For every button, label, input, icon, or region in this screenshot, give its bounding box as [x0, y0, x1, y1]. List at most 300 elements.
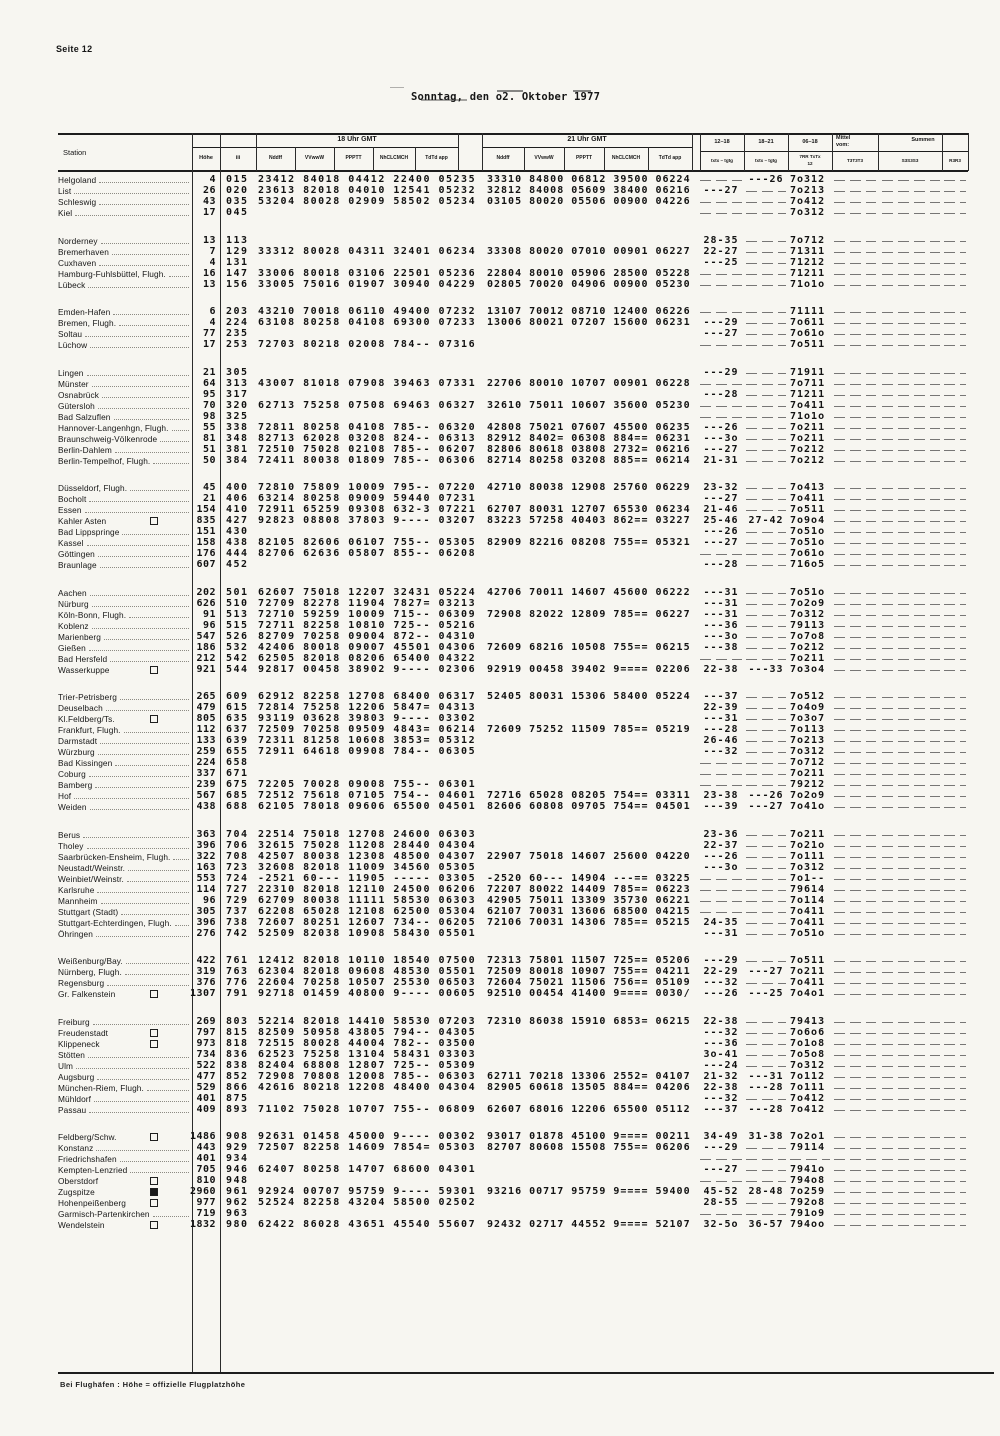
empty-summen-r-dash	[944, 1044, 966, 1045]
station-number-cell: 235	[226, 328, 249, 339]
station-name-cell	[58, 801, 192, 812]
station-number-cell: 501	[226, 586, 249, 598]
precip-06-18-cell: 7o212	[790, 454, 826, 466]
station-row	[0, 1197, 1000, 1208]
obs-18gmt-cell: 82509 50958 43805 794-- 04305	[258, 1026, 477, 1038]
dotted-leader	[172, 430, 189, 431]
station-name: Lingen	[58, 367, 84, 378]
station-row	[0, 257, 1000, 268]
temp-12-18-cell: ---37	[703, 1103, 739, 1115]
temp-12-18-cell: 21-31	[703, 454, 739, 466]
obs-18gmt-cell: 72411 80038 01809 785-- 06306	[258, 454, 477, 466]
empty-mittel-dash	[834, 1148, 876, 1149]
hoehe-cell: 973	[196, 1037, 216, 1049]
hoehe-cell: 21	[202, 493, 216, 504]
precip-06-18-cell: 7o41o	[790, 801, 826, 812]
subheader-txtx-tgtg-1: txtx – tgtg	[711, 158, 733, 163]
empty-summen-s-dash	[882, 785, 940, 786]
precip-06-18-cell: 71211	[790, 267, 826, 279]
temp-12-18-cell: ---29	[703, 366, 739, 378]
dotted-leader	[88, 287, 189, 288]
station-name: Deuselbach	[58, 703, 103, 713]
station-row	[0, 966, 1000, 977]
empty-mittel-dash	[834, 901, 876, 902]
empty-mittel-dash	[834, 730, 876, 731]
empty-18-21-dash	[746, 901, 786, 902]
station-name-cell	[58, 455, 192, 466]
station-number-cell: 729	[226, 894, 249, 906]
temp-18-21-cell: ---31	[748, 1070, 784, 1082]
dotted-leader	[130, 1172, 189, 1173]
station-name: Tholey	[58, 840, 84, 851]
dotted-leader	[129, 617, 189, 618]
station-number-cell: 045	[226, 207, 249, 218]
dotted-leader	[90, 809, 189, 810]
empty-mittel-dash	[834, 213, 876, 214]
station-number-cell: 738	[226, 916, 249, 928]
station-number-cell: 908	[226, 1131, 249, 1142]
filled-square-symbol	[150, 1188, 158, 1196]
empty-summen-r-dash	[944, 846, 966, 847]
hoehe-cell: 21	[202, 366, 216, 378]
hoehe-cell: 7	[209, 245, 216, 257]
obs-21gmt-cell: 22804 80010 05906 28500 05228	[487, 267, 691, 279]
dotted-leader	[98, 556, 189, 557]
empty-summen-s-dash	[882, 890, 940, 891]
station-name-cell	[58, 196, 192, 207]
precip-06-18-cell: 7o511	[790, 504, 826, 515]
empty-summen-s-dash	[882, 994, 940, 995]
hoehe-cell: 98	[202, 410, 216, 422]
scan-artifact	[421, 99, 467, 101]
empty-18-21-dash	[746, 626, 786, 627]
hoehe-cell: 401	[196, 1092, 216, 1104]
empty-summen-r-dash	[944, 763, 966, 764]
obs-18gmt-cell: 62713 75258 07508 69463 06327	[258, 399, 477, 411]
temp-12-18-cell: ---31	[703, 927, 739, 939]
hoehe-cell: 259	[196, 746, 216, 757]
station-name-cell	[58, 653, 192, 664]
empty-summen-r-dash	[944, 708, 966, 709]
station-name: Hohenpeißenberg	[58, 1198, 126, 1208]
station-number-cell: 020	[226, 185, 249, 196]
temp-12-18-cell: ---28	[703, 388, 739, 400]
empty-18-21-dash	[746, 752, 786, 753]
column-header-ppptt-21: PPPTT	[575, 155, 593, 161]
obs-18gmt-cell: 82105 82606 06107 755-- 05305	[258, 537, 477, 548]
station-name-cell	[58, 840, 192, 851]
empty-12-18-dash	[700, 890, 742, 891]
station-number-cell: 515	[226, 619, 249, 631]
empty-mittel-dash	[834, 785, 876, 786]
station-number-cell: 893	[226, 1103, 249, 1115]
obs-18gmt-cell: 52214 82018 14410 58530 07203	[258, 1015, 477, 1027]
precip-06-18-cell: 7o712	[790, 757, 826, 768]
empty-mittel-dash	[834, 670, 876, 671]
hoehe-cell: 4	[209, 256, 216, 268]
temp-18-21-cell: ---26	[748, 790, 784, 801]
dotted-leader	[95, 787, 189, 788]
empty-mittel-dash	[834, 615, 876, 616]
empty-06-18-dash	[790, 1159, 830, 1160]
station-name-cell	[58, 702, 192, 713]
empty-12-18-dash	[700, 554, 742, 555]
station-number-cell: 015	[226, 174, 249, 185]
hoehe-cell: 337	[196, 768, 216, 779]
empty-18-21-dash	[746, 835, 786, 836]
empty-12-18-dash	[700, 785, 742, 786]
empty-summen-s-dash	[882, 934, 940, 935]
temp-12-18-cell: 22-29	[703, 966, 739, 977]
station-name-cell	[58, 1027, 192, 1038]
empty-mittel-dash	[834, 323, 876, 324]
hoehe-cell: 265	[196, 691, 216, 702]
station-number-cell: 761	[226, 955, 249, 966]
station-number-cell: 147	[226, 267, 249, 279]
empty-summen-s-dash	[882, 202, 940, 203]
station-number-cell: 704	[226, 828, 249, 840]
empty-summen-r-dash	[944, 1148, 966, 1149]
empty-mittel-dash	[834, 1055, 876, 1056]
station-name: Kassel	[58, 538, 84, 548]
obs-21gmt-cell: 72908 82022 12809 785== 06227	[487, 608, 691, 620]
station-number-cell: 688	[226, 801, 249, 812]
station-row	[0, 620, 1000, 631]
station-row	[0, 1186, 1000, 1197]
precip-06-18-cell: 7o4o1	[790, 988, 826, 999]
precip-06-18-cell: 7o111	[790, 850, 826, 862]
temp-12-18-cell: ---28	[703, 724, 739, 735]
empty-18-21-dash	[746, 1148, 786, 1149]
subheader-r3r3: R3R3	[949, 158, 961, 163]
precip-06-18-cell: 7o51o	[790, 927, 826, 939]
station-row	[0, 389, 1000, 400]
empty-mittel-dash	[834, 461, 876, 462]
temp-12-18-cell: ---26	[703, 988, 739, 999]
empty-summen-r-dash	[944, 1088, 966, 1089]
station-row	[0, 1164, 1000, 1175]
dotted-leader	[173, 859, 189, 860]
empty-summen-s-dash	[882, 961, 940, 962]
temp-12-18-cell: 3o-41	[703, 1048, 739, 1060]
empty-summen-s-dash	[882, 730, 940, 731]
dotted-leader	[126, 963, 189, 964]
station-number-cell: 035	[226, 196, 249, 207]
station-number-cell: 852	[226, 1070, 249, 1082]
empty-summen-r-dash	[944, 1225, 966, 1226]
station-name-cell	[58, 1131, 192, 1142]
hoehe-cell: 705	[196, 1164, 216, 1175]
empty-summen-s-dash	[882, 428, 940, 429]
empty-mittel-dash	[834, 1159, 876, 1160]
obs-18gmt-cell: 93119 03628 39803 9---- 03302	[258, 713, 477, 724]
station-name-cell	[58, 207, 192, 218]
hoehe-cell: 810	[196, 1175, 216, 1186]
obs-18gmt-cell: 72507 82258 14609 7854= 05303	[258, 1142, 477, 1153]
scan-artifact	[497, 90, 523, 92]
station-number-cell: 742	[226, 927, 249, 939]
temp-12-18-cell: ---27	[703, 1164, 739, 1175]
empty-summen-r-dash	[944, 285, 966, 286]
obs-21gmt-cell: 82905 60618 13505 884== 04206	[487, 1081, 691, 1093]
temp-12-18-cell: ---27	[703, 328, 739, 339]
empty-summen-r-dash	[944, 417, 966, 418]
empty-summen-s-dash	[882, 846, 940, 847]
station-number-cell: 532	[226, 641, 249, 653]
station-name: Würzburg	[58, 747, 95, 757]
station-number-cell: 253	[226, 339, 249, 350]
temp-12-18-cell: 28-55	[703, 1197, 739, 1208]
station-name-cell	[58, 884, 192, 895]
hoehe-cell: 13	[202, 234, 216, 246]
hoehe-cell: 1307	[190, 988, 217, 999]
empty-18-21-dash	[746, 890, 786, 891]
precip-06-18-cell: 7o711	[790, 377, 826, 389]
dotted-leader	[92, 628, 189, 629]
hoehe-cell: 6	[209, 306, 216, 317]
temp-12-18-cell: ---31	[703, 597, 739, 609]
station-name: Bad Salzuflen	[58, 411, 111, 422]
precip-06-18-cell: 792o8	[790, 1197, 826, 1208]
empty-summen-r-dash	[944, 972, 966, 973]
station-name-cell	[58, 1142, 192, 1153]
station-name-cell	[58, 587, 192, 598]
dotted-leader	[112, 254, 189, 255]
hoehe-cell: 151	[196, 526, 216, 537]
station-number-cell: 305	[226, 366, 249, 378]
obs-18gmt-cell: 82404 68808 12807 725-- 05309	[258, 1059, 477, 1071]
station-number-cell: 131	[226, 256, 249, 268]
station-name-cell	[58, 1197, 192, 1208]
station-name-cell	[58, 1060, 192, 1071]
station-number-cell: 934	[226, 1153, 249, 1164]
empty-summen-r-dash	[944, 450, 966, 451]
station-name: Nürburg	[58, 598, 89, 609]
obs-21gmt-cell: 72106 70031 14306 785== 05215	[487, 916, 691, 928]
station-name-cell	[58, 378, 192, 389]
station-name: Wasserkuppe	[58, 664, 110, 675]
empty-mittel-dash	[834, 1203, 876, 1204]
precip-06-18-cell: 71o1o	[790, 278, 826, 290]
empty-18-21-dash	[746, 637, 786, 638]
station-name-cell	[58, 515, 192, 526]
station-name-cell	[58, 768, 192, 779]
hoehe-cell: 522	[196, 1059, 216, 1071]
station-number-cell: 129	[226, 245, 249, 257]
precip-06-18-cell: 7o9o4	[790, 515, 826, 526]
station-name-cell	[58, 444, 192, 455]
station-name-cell	[58, 790, 192, 801]
empty-18-21-dash	[746, 961, 786, 962]
empty-summen-r-dash	[944, 923, 966, 924]
temp-12-18-cell: 32-5o	[703, 1219, 739, 1230]
empty-mittel-dash	[834, 796, 876, 797]
empty-summen-r-dash	[944, 334, 966, 335]
empty-12-18-dash	[700, 774, 742, 775]
station-row	[0, 829, 1000, 840]
station-row	[0, 691, 1000, 702]
empty-18-21-dash	[746, 730, 786, 731]
precip-06-18-cell: 79413	[790, 1015, 826, 1027]
group-header-21gmt: 21 Uhr GMT	[567, 136, 607, 143]
obs-18gmt-cell: 72814 75258 12206 5847= 04313	[258, 702, 477, 713]
obs-21gmt-cell: 22706 80010 10707 00901 06228	[487, 377, 691, 389]
empty-summen-r-dash	[944, 868, 966, 869]
column-header-18-21: 18–21	[758, 139, 774, 145]
empty-18-21-dash	[746, 719, 786, 720]
station-row	[0, 548, 1000, 559]
station-number-cell: 452	[226, 559, 249, 570]
open-square-symbol	[150, 1040, 158, 1048]
obs-18gmt-cell: 72311 81258 10608 3853= 05312	[258, 735, 477, 746]
empty-12-18-dash	[700, 879, 742, 880]
empty-mittel-dash	[834, 450, 876, 451]
station-row	[0, 801, 1000, 812]
dotted-leader	[114, 419, 190, 420]
station-name: Soltau	[58, 329, 83, 339]
empty-summen-s-dash	[882, 373, 940, 374]
station-name: Feldberg/Schw.	[58, 1132, 117, 1142]
dotted-leader	[121, 914, 189, 915]
station-name-cell	[58, 609, 192, 620]
obs-21gmt-cell: 42706 70011 14607 45600 06222	[487, 586, 691, 598]
empty-18-21-dash	[746, 417, 786, 418]
station-name-cell	[58, 246, 192, 257]
station-row	[0, 268, 1000, 279]
hoehe-cell: 607	[196, 559, 216, 570]
station-row	[0, 1175, 1000, 1186]
precip-06-18-cell: 7o211	[790, 652, 826, 664]
station-name-cell	[58, 928, 192, 939]
obs-18gmt-cell: 22514 75018 12708 24600 06303	[258, 828, 477, 840]
station-name-cell	[58, 1164, 192, 1175]
hoehe-cell: 239	[196, 779, 216, 790]
station-name-cell	[58, 757, 192, 768]
empty-summen-s-dash	[882, 659, 940, 660]
empty-summen-r-dash	[944, 934, 966, 935]
empty-18-21-dash	[746, 274, 786, 275]
station-name-cell	[58, 1208, 192, 1219]
hoehe-cell: 17	[202, 207, 216, 218]
station-number-cell: 113	[226, 234, 249, 246]
empty-mittel-dash	[834, 1033, 876, 1034]
station-number-cell: 438	[226, 537, 249, 548]
empty-mittel-dash	[834, 659, 876, 660]
empty-summen-s-dash	[882, 285, 940, 286]
empty-mittel-dash	[834, 1110, 876, 1111]
station-row	[0, 526, 1000, 537]
hoehe-cell: 319	[196, 966, 216, 977]
empty-mittel-dash	[834, 983, 876, 984]
station-name: Berlin-Tempelhof, Flugh.	[58, 455, 151, 466]
hoehe-cell: 376	[196, 977, 216, 988]
dotted-leader	[115, 452, 189, 453]
station-number-cell: 980	[226, 1219, 249, 1230]
temp-18-21-cell: ---25	[748, 988, 784, 999]
station-name: Darmstadt	[58, 736, 98, 746]
temp-12-18-cell: ---31	[703, 586, 739, 598]
dotted-leader	[90, 347, 189, 348]
empty-18-21-dash	[746, 565, 786, 566]
station-number-cell: 510	[226, 597, 249, 609]
station-name: Neustadt/Weinstr.	[58, 862, 126, 873]
precip-06-18-cell: 7o113	[790, 724, 826, 735]
obs-21gmt-cell: 92919 00458 39402 9==== 02206	[487, 663, 691, 675]
empty-mittel-dash	[834, 868, 876, 869]
precip-06-18-cell: 7o111	[790, 1081, 826, 1093]
station-number-cell: 962	[226, 1197, 249, 1208]
empty-summen-s-dash	[882, 1148, 940, 1149]
hoehe-cell: 363	[196, 828, 216, 840]
station-row	[0, 1093, 1000, 1104]
station-row	[0, 735, 1000, 746]
empty-mittel-dash	[834, 1170, 876, 1171]
station-row	[0, 977, 1000, 988]
empty-summen-s-dash	[882, 901, 940, 902]
station-row	[0, 664, 1000, 675]
obs-21gmt-cell: 82714 80258 03208 885== 06214	[487, 454, 691, 466]
empty-18-21-dash	[746, 1181, 786, 1182]
empty-summen-s-dash	[882, 983, 940, 984]
empty-summen-s-dash	[882, 774, 940, 775]
empty-summen-s-dash	[882, 1214, 940, 1215]
empty-summen-s-dash	[882, 796, 940, 797]
empty-summen-s-dash	[882, 857, 940, 858]
obs-18gmt-cell: 33312 80028 04311 32401 06234	[258, 245, 477, 257]
empty-summen-r-dash	[944, 648, 966, 649]
empty-18-21-dash	[746, 439, 786, 440]
precip-06-18-cell: 79113	[790, 619, 826, 631]
hoehe-cell: 50	[202, 454, 216, 466]
empty-12-18-dash	[700, 312, 742, 313]
header-mid-rule	[192, 147, 458, 148]
empty-18-21-dash	[746, 923, 786, 924]
hoehe-cell: 186	[196, 641, 216, 653]
hoehe-cell: 16	[202, 267, 216, 279]
temp-12-18-cell: 23-32	[703, 482, 739, 493]
station-name-cell	[58, 482, 192, 493]
empty-summen-s-dash	[882, 461, 940, 462]
precip-06-18-cell: 7o4o9	[790, 702, 826, 713]
station-row	[0, 455, 1000, 466]
temp-12-18-cell: 22-27	[703, 245, 739, 257]
empty-summen-s-dash	[882, 213, 940, 214]
station-row	[0, 653, 1000, 664]
station-row	[0, 422, 1000, 433]
empty-12-18-dash	[700, 763, 742, 764]
obs-18gmt-cell: 62912 82258 12708 68400 06317	[258, 691, 477, 702]
hoehe-cell: 977	[196, 1197, 216, 1208]
obs-21gmt-cell: 72310 86038 15910 6853= 06215	[487, 1015, 691, 1027]
station-name: Klippeneck	[58, 1038, 100, 1049]
hoehe-cell: 26	[202, 185, 216, 196]
column-header-clouds-18: NhCLCMCH	[379, 155, 409, 161]
precip-06-18-cell: 794o8	[790, 1175, 826, 1186]
empty-18-21-dash	[746, 846, 786, 847]
empty-summen-s-dash	[882, 670, 940, 671]
station-number-cell: 948	[226, 1175, 249, 1186]
empty-18-21-dash	[746, 1099, 786, 1100]
dotted-leader	[94, 1101, 189, 1102]
obs-18gmt-cell: 33005 75016 01907 30940 04229	[258, 278, 477, 290]
empty-mittel-dash	[834, 1066, 876, 1067]
empty-mittel-dash	[834, 1192, 876, 1193]
station-number-cell: 156	[226, 278, 249, 290]
precip-06-18-cell: 7o51o	[790, 526, 826, 537]
obs-21gmt-cell: 42808 75021 07607 45500 06235	[487, 421, 691, 433]
precip-06-18-cell: 7o412	[790, 196, 826, 207]
precip-06-18-cell: 7o211	[790, 432, 826, 444]
